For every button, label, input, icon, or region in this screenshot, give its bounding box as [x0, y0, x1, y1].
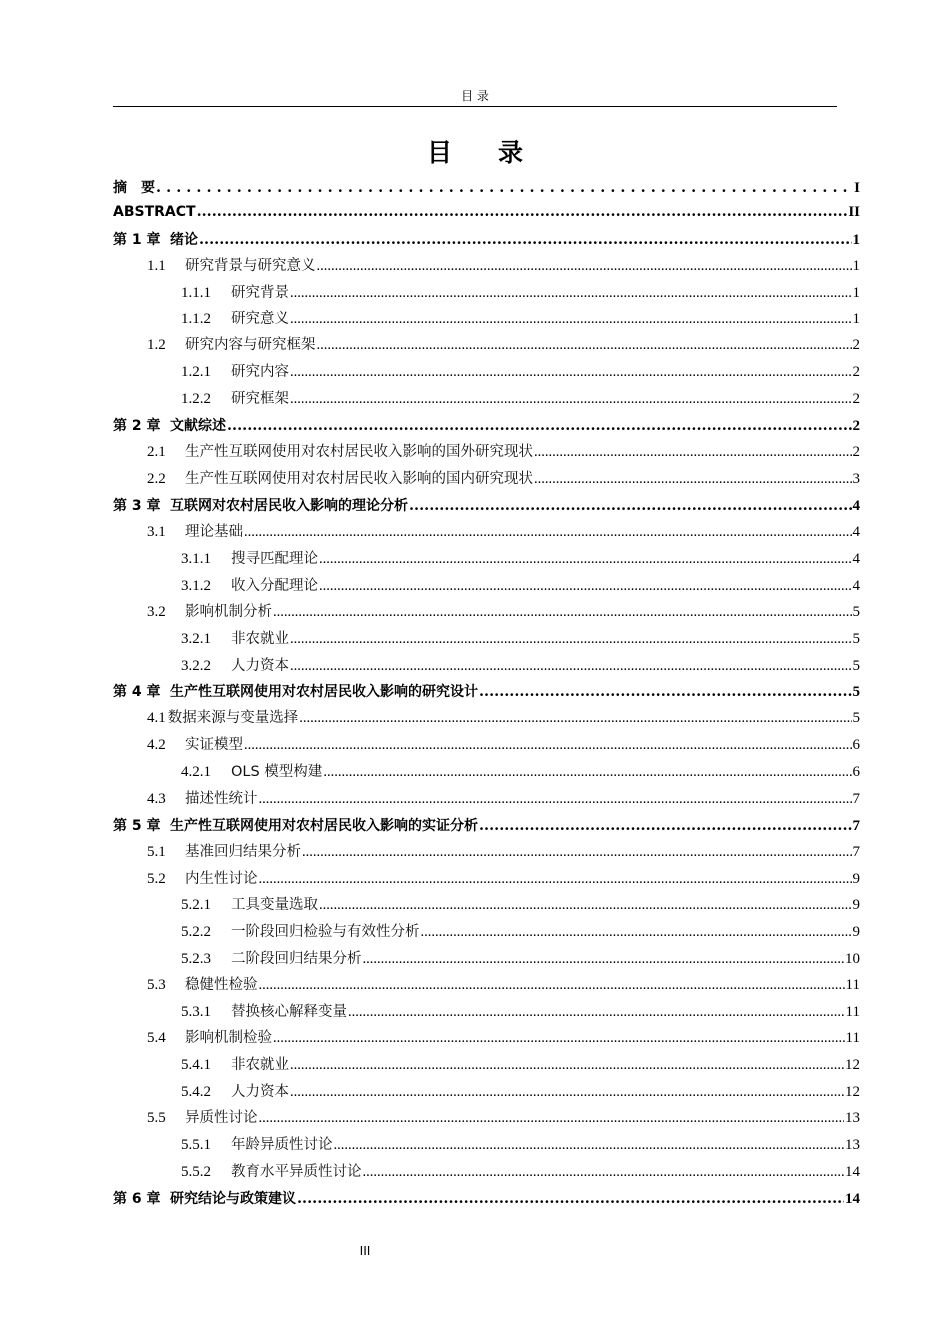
toc-entry[interactable] — [181, 1133, 860, 1155]
toc-entry[interactable] — [147, 1106, 860, 1128]
toc-dot-leader — [259, 869, 852, 889]
toc-entry-page: 6 — [852, 737, 860, 753]
toc-entry[interactable] — [181, 1053, 860, 1075]
toc-dot-leader — [317, 256, 852, 276]
toc-dot-leader — [302, 842, 852, 862]
toc-entry-page: 5 — [852, 604, 860, 620]
toc-entry[interactable] — [113, 680, 860, 702]
toc-dot-leader — [299, 708, 851, 728]
toc-entry-page: 2 — [852, 364, 860, 380]
toc-entry[interactable] — [181, 654, 860, 676]
toc-entry-page: 10 — [845, 951, 860, 967]
toc-entry-label: ABSTRACT — [113, 204, 196, 220]
toc-entry-page: II — [848, 204, 860, 220]
toc-dot-leader — [479, 682, 852, 702]
toc-entry-number: 5.5.1 — [181, 1137, 211, 1153]
toc-entry-label: 生产性互联网使用对农村居民收入影响的实证分析 — [170, 818, 478, 834]
toc-entry-label: 摘 要 — [113, 180, 155, 196]
toc-entry-label: 生产性互联网使用对农村居民收入影响的研究设计 — [170, 684, 478, 700]
toc-entry[interactable] — [181, 947, 860, 969]
toc-dot-leader — [334, 1135, 845, 1155]
toc-entry-number: 5.5.2 — [181, 1164, 211, 1180]
toc-entry[interactable] — [181, 1080, 860, 1102]
toc-dot-leader — [290, 1055, 844, 1075]
toc-entry-page: 1 — [852, 258, 860, 274]
toc-entry-page: 2 — [852, 391, 860, 407]
toc-entry[interactable] — [147, 467, 860, 489]
toc-entry-label: 内生性讨论 — [185, 871, 258, 887]
toc-entry-label: 稳健性检验 — [185, 977, 258, 993]
toc-entry-label: 互联网对农村居民收入影响的理论分析 — [170, 498, 408, 514]
toc-entry[interactable] — [113, 414, 860, 436]
page-title — [0, 136, 950, 170]
toc-entry-page: 4 — [852, 524, 860, 540]
toc-dot-leader — [259, 975, 845, 995]
toc-dot-leader — [259, 789, 852, 809]
toc-entry-number: 5.5 — [147, 1110, 166, 1126]
toc-entry-number: 4.3 — [147, 791, 166, 807]
toc-entry-number: 1.2.2 — [181, 391, 211, 407]
toc-entry-page: 7 — [852, 818, 860, 834]
toc-dot-leader — [273, 1028, 845, 1048]
toc-dot-leader — [199, 230, 852, 250]
toc-entry-page: 11 — [845, 977, 860, 993]
toc-dot-leader — [363, 1162, 845, 1182]
toc-dot-leader — [290, 629, 852, 649]
toc-entry-page: 1 — [852, 232, 860, 248]
toc-entry-number: 3.2.1 — [181, 631, 211, 647]
toc-entry-page: 14 — [845, 1191, 860, 1207]
toc-entry[interactable] — [147, 840, 860, 862]
toc-entry[interactable] — [181, 547, 860, 569]
toc-entry-number: 第 6 章 — [113, 1191, 161, 1207]
toc-entry-label: 教育水平异质性讨论 — [231, 1164, 362, 1180]
toc-entry-label: 生产性互联网使用对农村居民收入影响的国外研究现状 — [185, 444, 533, 460]
toc-entry[interactable] — [181, 307, 860, 329]
toc-entry-number: 2.2 — [147, 471, 166, 487]
toc-entry-page: 5 — [852, 631, 860, 647]
toc-entry-page: 5 — [852, 710, 860, 726]
toc-entry-label: OLS 模型构建 — [231, 764, 323, 780]
toc-dot-leader — [290, 1082, 844, 1102]
toc-entry[interactable] — [113, 1187, 860, 1209]
toc-entry-page: 5 — [852, 658, 860, 674]
footer-page-number: III — [359, 1243, 371, 1258]
toc-entry[interactable] — [113, 228, 860, 250]
toc-dot-leader — [534, 469, 852, 489]
toc-dot-leader — [290, 656, 852, 676]
toc-entry-label: 生产性互联网使用对农村居民收入影响的国内研究现状 — [185, 471, 533, 487]
toc-entry-label: 非农就业 — [231, 1057, 289, 1073]
toc-entry[interactable] — [181, 574, 860, 596]
toc-entry-page: I — [854, 180, 860, 196]
toc-dot-leader — [323, 762, 851, 782]
toc-entry-label: 收入分配理论 — [231, 578, 318, 594]
toc-entry-label: 人力资本 — [231, 1084, 289, 1100]
toc-entry-number: 5.4.2 — [181, 1084, 211, 1100]
toc-entry-label: 非农就业 — [231, 631, 289, 647]
toc-entry-number: 1.1 — [147, 258, 166, 274]
toc-dot-leader — [534, 442, 852, 462]
toc-dot-leader — [290, 389, 852, 409]
toc-dot-leader — [156, 178, 853, 198]
toc-entry[interactable] — [113, 814, 860, 836]
toc-entry-number: 第 2 章 — [113, 418, 161, 434]
toc-entry-label: 研究背景与研究意义 — [185, 258, 316, 274]
toc-dot-leader — [244, 735, 852, 755]
toc-dot-leader — [273, 602, 852, 622]
toc-entry-label: 影响机制分析 — [185, 604, 272, 620]
toc-dot-leader — [479, 816, 852, 836]
toc-entry-page: 4 — [852, 498, 860, 514]
toc-entry-number: 3.1.1 — [181, 551, 211, 567]
toc-entry-label: 研究结论与政策建议 — [170, 1191, 296, 1207]
toc-entry-number: 5.2 — [147, 871, 166, 887]
toc-dot-leader — [317, 335, 852, 355]
page-title-part2: 录 — [498, 138, 524, 167]
toc-entry-label: 年龄异质性讨论 — [231, 1137, 333, 1153]
toc-entry-number: 1.2 — [147, 337, 166, 353]
toc-entry-page: 3 — [852, 471, 860, 487]
toc-entry[interactable] — [147, 973, 860, 995]
toc-dot-leader — [421, 922, 852, 942]
toc-entry[interactable] — [147, 333, 860, 355]
toc-entry[interactable] — [147, 254, 860, 276]
toc-entry[interactable] — [147, 867, 860, 889]
toc-entry-label: 异质性讨论 — [185, 1110, 258, 1126]
toc-entry-label: 搜寻匹配理论 — [231, 551, 318, 567]
toc-entry-label: 文献综述 — [170, 418, 226, 434]
toc-entry-number: 2.1 — [147, 444, 166, 460]
toc-entry-page: 7 — [852, 791, 860, 807]
toc-entry-page: 14 — [845, 1164, 860, 1180]
toc-dot-leader — [319, 895, 852, 915]
toc-dot-leader — [227, 416, 852, 436]
toc-entry-label: 人力资本 — [231, 658, 289, 674]
toc-entry-page: 2 — [852, 444, 860, 460]
toc-entry[interactable] — [113, 176, 860, 198]
toc-entry-page: 4 — [852, 578, 860, 594]
toc-entry-number: 5.2.3 — [181, 951, 211, 967]
toc-entry[interactable] — [181, 760, 860, 782]
toc-entry-number: 第 3 章 — [113, 498, 161, 514]
toc-dot-leader — [290, 283, 852, 303]
toc-entry-label: 理论基础 — [185, 524, 243, 540]
toc-entry-page: 6 — [852, 764, 860, 780]
toc-entry-label: 数据来源与变量选择 — [167, 710, 299, 726]
toc-entry-page: 12 — [845, 1057, 860, 1073]
toc-entry-number: 5.3 — [147, 977, 166, 993]
toc-entry-label: 描述性统计 — [185, 791, 258, 807]
toc-entry-number: 5.4 — [147, 1030, 166, 1046]
toc-entry[interactable] — [113, 494, 860, 516]
toc-entry-label: 研究背景 — [231, 285, 289, 301]
toc-entry[interactable] — [147, 600, 860, 622]
toc-entry-page: 12 — [845, 1084, 860, 1100]
toc-entry[interactable] — [181, 893, 860, 915]
toc-entry[interactable] — [181, 627, 860, 649]
toc-entry[interactable] — [147, 440, 860, 462]
toc-entry[interactable] — [181, 920, 860, 942]
toc-entry-number: 5.2.1 — [181, 897, 211, 913]
toc-entry-page: 11 — [845, 1004, 860, 1020]
toc-entry-label: 研究意义 — [231, 311, 289, 327]
toc-entry[interactable] — [147, 1026, 860, 1048]
toc-entry-number: 5.3.1 — [181, 1004, 211, 1020]
toc-entry-page: 1 — [852, 311, 860, 327]
toc-entry-page: 11 — [845, 1030, 860, 1046]
toc-entry-number: 第 5 章 — [113, 818, 161, 834]
toc-entry-page: 2 — [852, 337, 860, 353]
toc-entry-number: 3.1 — [147, 524, 166, 540]
toc-dot-leader — [297, 1189, 844, 1209]
toc-entry-page: 5 — [852, 684, 860, 700]
toc-entry-number: 第 1 章 — [113, 232, 161, 248]
header-rule — [113, 106, 837, 107]
toc-dot-leader — [259, 1108, 845, 1128]
toc-entry-number: 5.1 — [147, 844, 166, 860]
toc-dot-leader — [197, 202, 848, 222]
toc-entry-number: 3.1.2 — [181, 578, 211, 594]
toc-dot-leader — [244, 522, 852, 542]
toc-entry-page: 7 — [852, 844, 860, 860]
toc-entry-page: 1 — [852, 285, 860, 301]
toc-entry-number: 4.2.1 — [181, 764, 211, 780]
toc-dot-leader — [290, 362, 852, 382]
toc-entry-number: 1.2.1 — [181, 364, 211, 380]
toc-dot-leader — [319, 549, 852, 569]
toc-entry-page: 2 — [852, 418, 860, 434]
toc-entry-label: 实证模型 — [185, 737, 243, 753]
toc-entry[interactable] — [147, 787, 860, 809]
toc-dot-leader — [290, 309, 852, 329]
toc-entry[interactable] — [147, 520, 860, 542]
toc-entry-number: 5.2.2 — [181, 924, 211, 940]
toc-entry-number: 第 4 章 — [113, 684, 161, 700]
toc-entry-number: 5.4.1 — [181, 1057, 211, 1073]
toc-entry-number: 3.2.2 — [181, 658, 211, 674]
toc-entry-label: 基准回归结果分析 — [185, 844, 301, 860]
toc-entry-page: 4 — [852, 551, 860, 567]
toc-entry[interactable] — [181, 1160, 860, 1182]
toc-entry-label: 工具变量选取 — [231, 897, 318, 913]
toc-entry-label: 替换核心解释变量 — [231, 1004, 347, 1020]
toc-entry-number: 1.1.1 — [181, 285, 211, 301]
running-header: 目 录 — [461, 89, 489, 103]
toc-entry[interactable] — [181, 281, 860, 303]
toc-entry-number: 1.1.2 — [181, 311, 211, 327]
toc-entry-label: 影响机制检验 — [185, 1030, 272, 1046]
toc-entry-page: 13 — [845, 1110, 860, 1126]
toc-entry-page: 9 — [852, 897, 860, 913]
page-title-part1: 目 — [426, 138, 452, 167]
toc-entry[interactable] — [147, 706, 860, 728]
toc-entry-page: 9 — [852, 924, 860, 940]
toc-entry-page: 9 — [852, 871, 860, 887]
toc-dot-leader — [319, 576, 852, 596]
toc-entry-label: 研究框架 — [231, 391, 289, 407]
toc-dot-leader — [348, 1002, 845, 1022]
toc-entry-label: 二阶段回归结果分析 — [231, 951, 362, 967]
toc-entry-page: 13 — [845, 1137, 860, 1153]
toc-entry-label: 绪论 — [170, 232, 198, 248]
toc-entry[interactable] — [147, 733, 860, 755]
toc-entry-label: 研究内容与研究框架 — [185, 337, 316, 353]
toc-entry-number: 4.1 — [147, 710, 166, 726]
toc-entry-number: 4.2 — [147, 737, 166, 753]
toc-entry-label: 研究内容 — [231, 364, 289, 380]
toc-dot-leader — [363, 949, 845, 969]
toc-entry-label: 一阶段回归检验与有效性分析 — [231, 924, 420, 940]
toc-entry[interactable] — [181, 1000, 860, 1022]
toc-entry-number: 3.2 — [147, 604, 166, 620]
toc-entry[interactable] — [181, 387, 860, 409]
toc-entry[interactable] — [181, 360, 860, 382]
toc-dot-leader — [409, 496, 852, 516]
toc-entry[interactable] — [113, 200, 860, 222]
